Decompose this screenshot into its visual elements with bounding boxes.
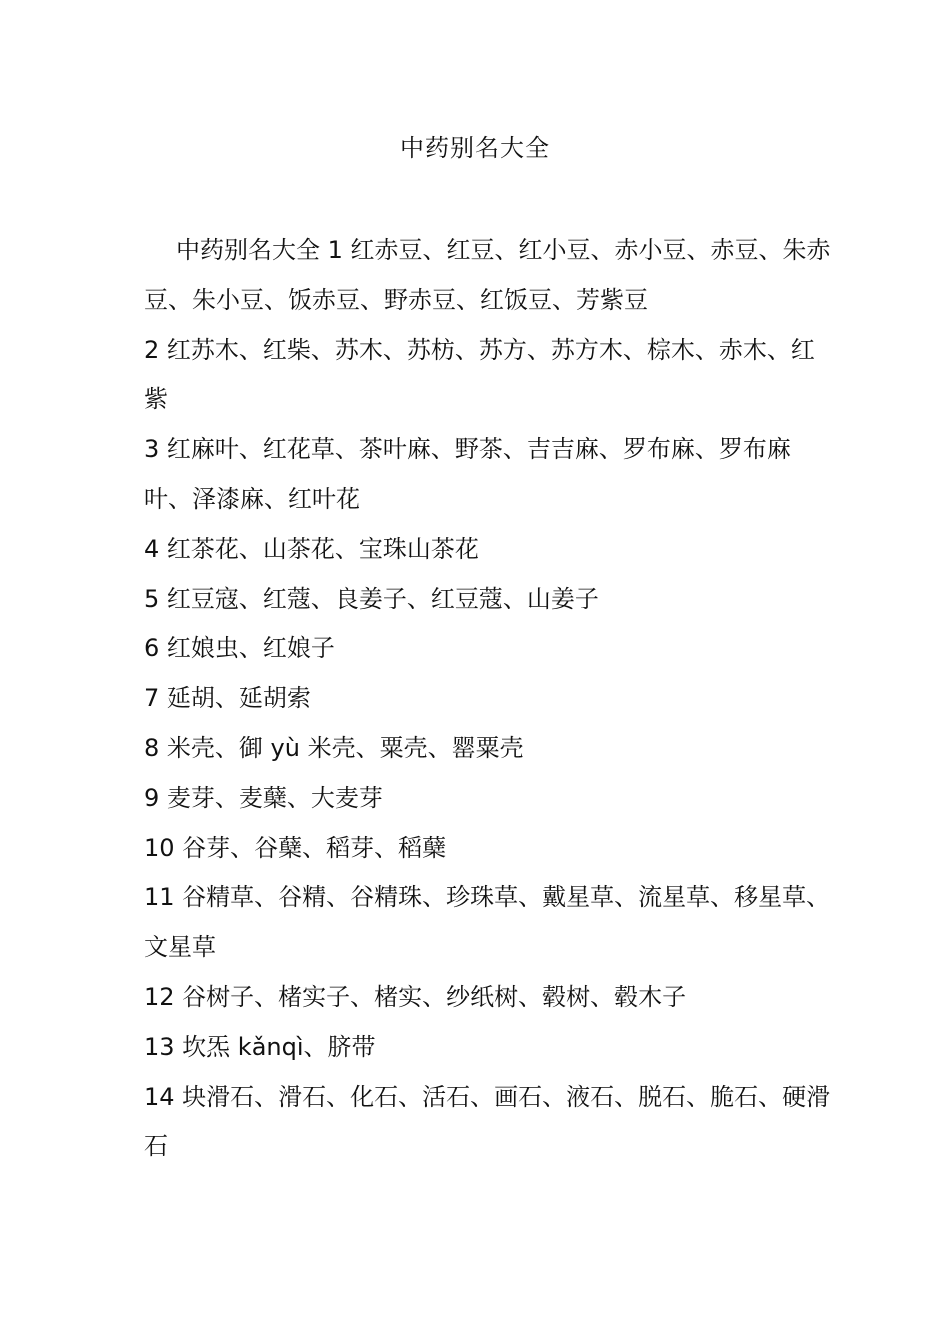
- entry-7: 7 延胡、延胡索: [144, 684, 311, 713]
- entry-11: 11 谷精草、谷精、谷精珠、珍珠草、戴星草、流星草、移星草、文星草: [144, 883, 831, 962]
- entry-2: 2 红苏木、红柴、苏木、苏枋、苏方、苏方木、棕木、赤木、红紫: [144, 335, 815, 414]
- entry-4: 4 红茶花、山茶花、宝珠山茶花: [144, 534, 479, 563]
- entry-5: 5 红豆寇、红蔻、良姜子、红豆蔻、山姜子: [144, 584, 599, 613]
- document-body: [144, 226, 834, 1172]
- entry-10: 10 谷芽、谷蘖、稻芽、稻蘖: [144, 833, 447, 862]
- entry-13: 13 坎炁 kǎnqì、脐带: [144, 1032, 376, 1061]
- entry-1: 中药别名大全 1 红赤豆、红豆、红小豆、赤小豆、赤豆、朱赤豆、朱小豆、饭赤豆、野赤豆、红饭豆、芳紫豆: [144, 236, 831, 314]
- entry-3: 3 红麻叶、红花草、茶叶麻、野茶、吉吉麻、罗布麻、罗布麻叶、泽漆麻、红叶花: [144, 435, 791, 513]
- entry-12: 12 谷树子、楮实子、楮实、纱纸树、毂树、毂木子: [144, 982, 687, 1011]
- document-title: 中药别名大全: [400, 134, 550, 162]
- entry-14: 14 块滑石、滑石、化石、活石、画石、液石、脱石、脆石、硬滑石: [144, 1082, 831, 1161]
- entry-6: 6 红娘虫、红娘子: [144, 634, 335, 663]
- entry-8: 8 米壳、御 yù 米壳、粟壳、罂粟壳: [144, 733, 524, 762]
- entry-9: 9 麦芽、麦蘖、大麦芽: [144, 783, 383, 812]
